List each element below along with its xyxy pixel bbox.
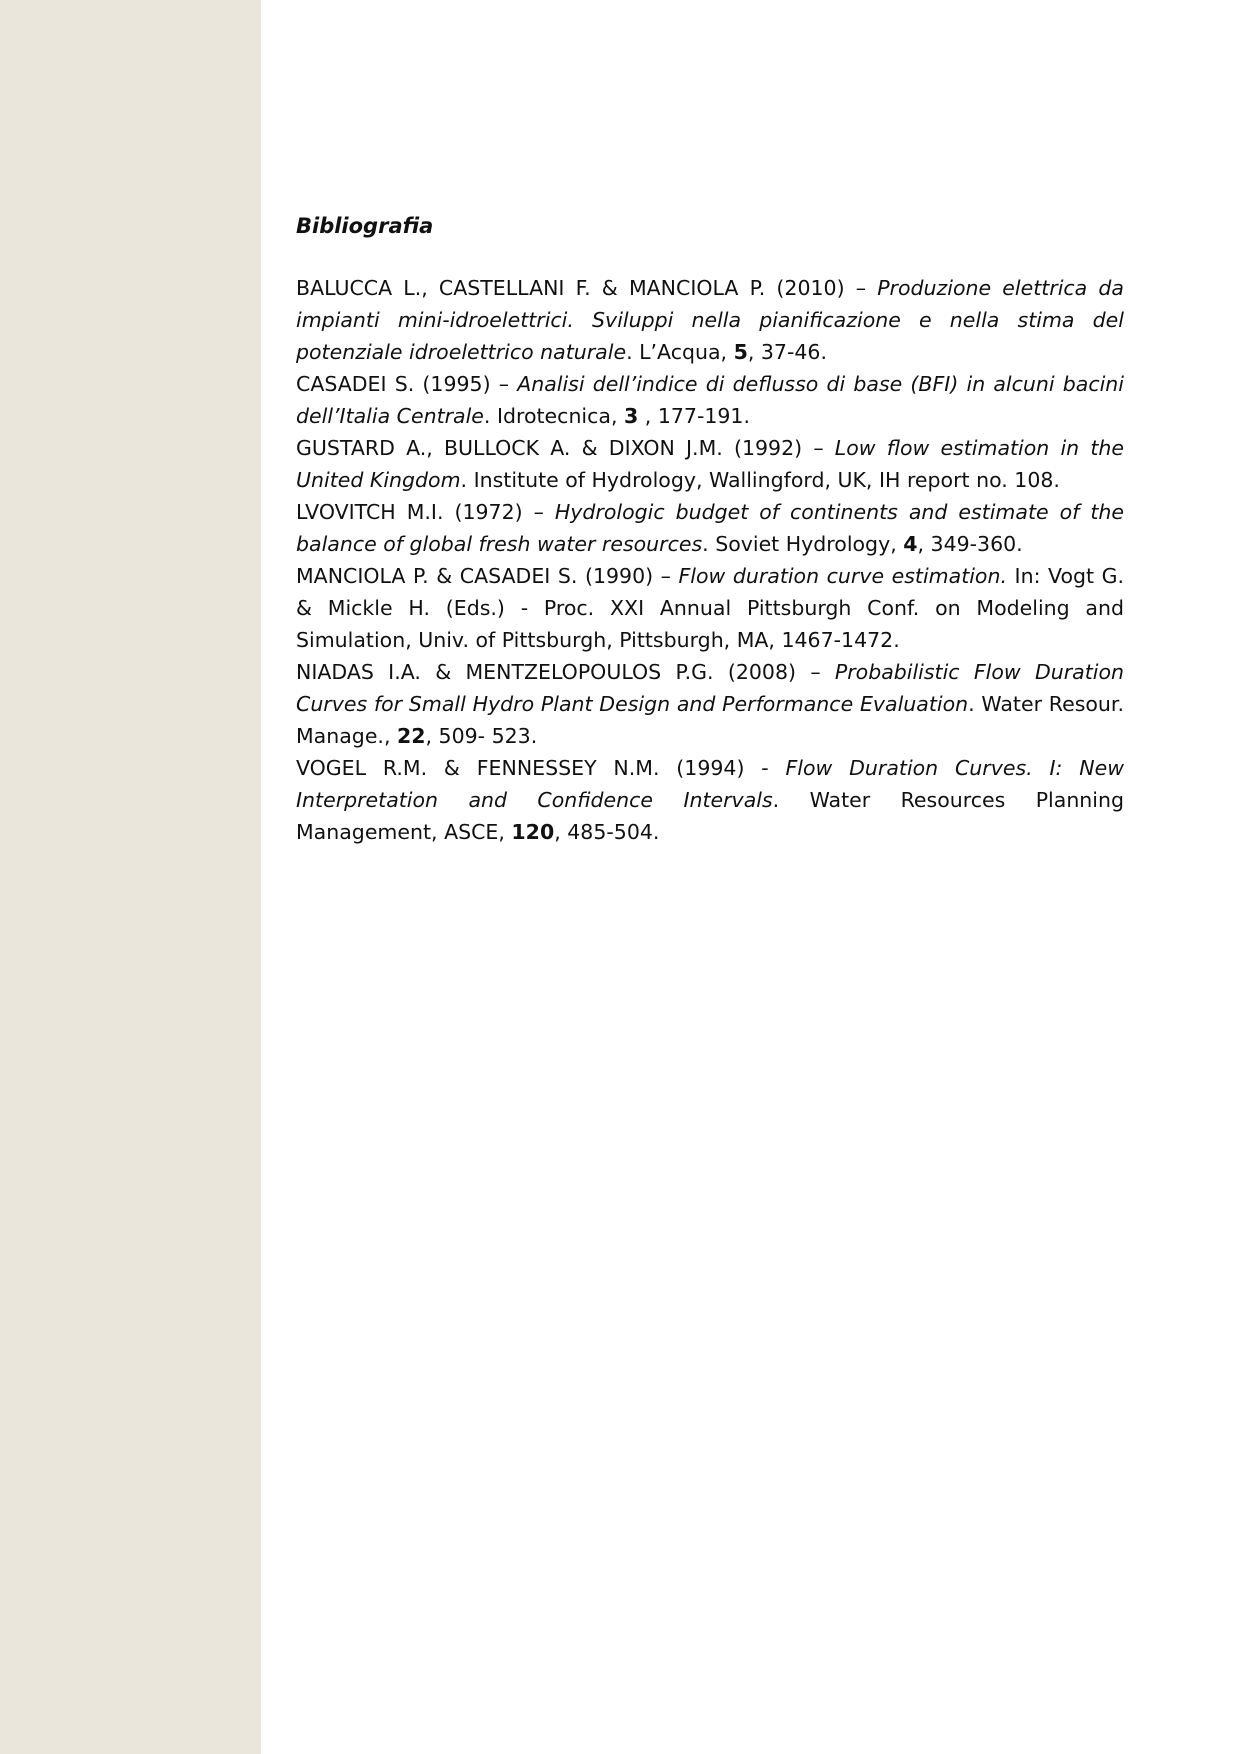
reference-authors: NIADAS I.A. & MENTZELOPOULOS P.G. (2008) – bbox=[296, 660, 835, 684]
reference-volume: 5 bbox=[733, 340, 748, 364]
reference-source: . L’Acqua, bbox=[626, 340, 734, 364]
reference-pages: , 37-46. bbox=[747, 340, 827, 364]
reference-source: In: Vogt G. & Mickle H. (Eds.) - Proc. XXI Annual Pittsburgh Conf. on Modeling and Simulation, Univ. of Pittsburgh, Pittsburgh, MA, 1467-1472. bbox=[296, 564, 1125, 652]
bibliography-section bbox=[296, 210, 1124, 848]
reference-entry bbox=[296, 560, 1124, 656]
reference-entry bbox=[296, 368, 1124, 432]
reference-title: Analisi dell’indice di deflusso di base (BFI) in alcuni bacini dell’Italia Centrale bbox=[296, 372, 1124, 428]
reference-entry bbox=[296, 432, 1124, 496]
reference-title: Hydrologic budget of continents and estimate of the balance of global fresh water resources bbox=[296, 500, 1124, 556]
reference-pages: , 349-360. bbox=[917, 532, 1023, 556]
reference-source: . Idrotecnica, bbox=[483, 404, 624, 428]
reference-authors: LVOVITCH M.I. (1972) – bbox=[296, 500, 555, 524]
reference-authors: GUSTARD A., BULLOCK A. & DIXON J.M. (1992) – bbox=[296, 436, 835, 460]
reference-authors: CASADEI S. (1995) – bbox=[296, 372, 518, 396]
reference-title: Flow duration curve estimation. bbox=[678, 564, 1007, 588]
reference-source: . Water Resources Planning Management, ASCE, bbox=[296, 788, 1124, 844]
reference-source: . Soviet Hydrology, bbox=[702, 532, 904, 556]
reference-pages: , 509- 523. bbox=[425, 724, 538, 748]
reference-entry bbox=[296, 496, 1124, 560]
reference-entry bbox=[296, 272, 1124, 368]
reference-entry bbox=[296, 752, 1124, 848]
reference-title: Produzione elettrica da impianti mini-idroelettrici. Sviluppi nella pianificazione e nella stima del potenziale idroelettrico naturale bbox=[296, 276, 1124, 364]
reference-title: Flow Duration Curves. I: New Interpretation and Confidence Intervals bbox=[296, 756, 1124, 812]
reference-pages: , 485-504. bbox=[554, 820, 660, 844]
reference-entry bbox=[296, 656, 1124, 752]
reference-volume: 3 bbox=[624, 404, 639, 428]
section-heading: Bibliografia bbox=[296, 214, 434, 238]
reference-volume: 22 bbox=[396, 724, 426, 748]
page-margin-band bbox=[0, 0, 261, 1754]
reference-source: . Institute of Hydrology, Wallingford, UK, IH report no. 108. bbox=[460, 468, 1060, 492]
reference-volume: 120 bbox=[511, 820, 555, 844]
reference-authors: BALUCCA L., CASTELLANI F. & MANCIOLA P. (2010) – bbox=[296, 276, 878, 300]
reference-source: . Water Resour. Manage., bbox=[296, 692, 1124, 748]
reference-title: Low flow estimation in the United Kingdom bbox=[296, 436, 1124, 492]
reference-pages: , 177-191. bbox=[638, 404, 750, 428]
reference-authors: MANCIOLA P. & CASADEI S. (1990) – bbox=[296, 564, 679, 588]
reference-volume: 4 bbox=[903, 532, 918, 556]
reference-authors: VOGEL R.M. & FENNESSEY N.M. (1994) - bbox=[296, 756, 786, 780]
reference-title: Probabilistic Flow Duration Curves for Small Hydro Plant Design and Performance Evaluation bbox=[296, 660, 1125, 716]
